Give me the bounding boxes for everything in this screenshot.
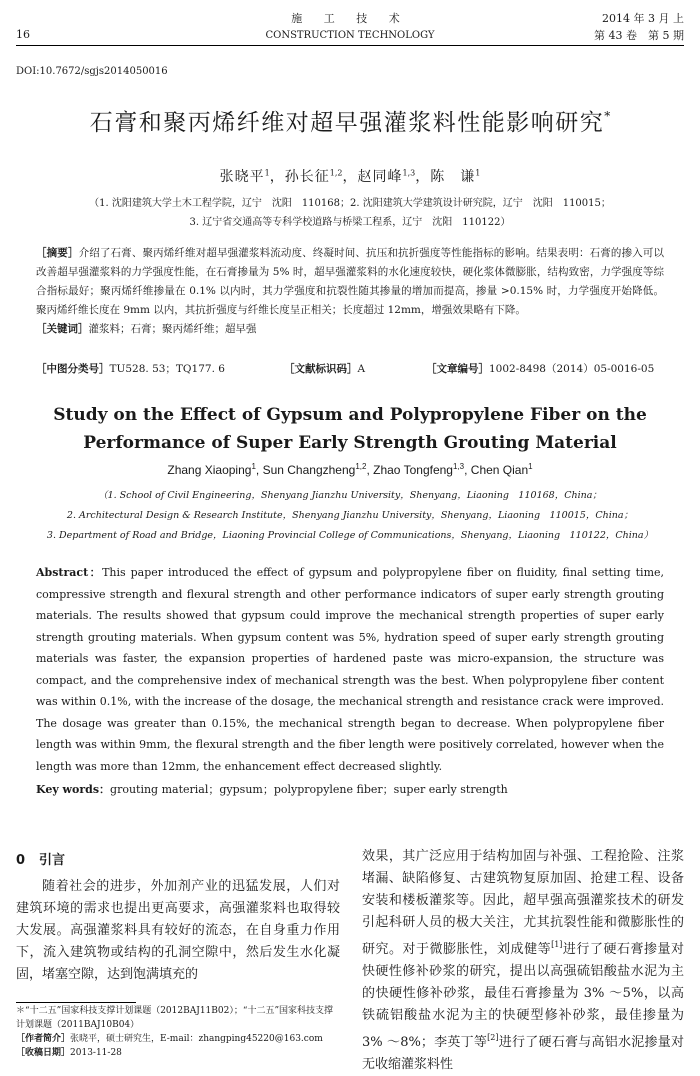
- author-cn: 陈 谦: [430, 169, 476, 185]
- issue-info: [594, 10, 684, 44]
- abstract-en: Abstract：This paper introduced the effect of gypsum and polypropylene fiber on fluidity, final setting time, compressive strength and flexural strength and other performance indicators of super early strength grouting materials. The results showed that gypsum could improve the mechanical strength properties of super early strength grouting materials. When gypsum content was 5%, hydration speed of super early strength grouting materials was faster, the expansion properties of hardened paste was micro-expansion, the structure was compact, and the comprehensive index of mechanical strength was the best. When polypropylene fiber content was within 0.1%, with the increase of the dosage, the mechanical strength and resistance crack were improved. The dosage was greater than 0.15%, the mechanical strength began to decrease. When polypropylene fiber length was within 9mm, the flexural strength and the fiber length were positively correlated, however when the length was more than 12mm, the enhancement effect decreased slightly. Key words：grouting material；gypsum；polypropylene fiber；super early strength: [36, 566, 664, 796]
- affiliations-en: [36, 486, 664, 546]
- affiliation-cn-line: 3. 辽宁省交通高等专科学校道路与桥梁工程系，辽宁 沈阳 110122）: [189, 217, 511, 228]
- title-en-line: Study on the Effect of Gypsum and Polypropylene Fiber on the: [53, 405, 647, 425]
- volume-issue: 第 43 卷 第 5 期: [594, 29, 684, 42]
- author-cn: 孙长征: [284, 169, 330, 185]
- affiliation-en-line: 2. Architectural Design & Research Institute，Shenyang Jianzhu University，Shenyang，Liaoning 110015，China；: [66, 510, 634, 521]
- page-number: 16: [16, 28, 30, 41]
- issue-date: 2014 年 3 月 上: [602, 12, 684, 25]
- abstract-cn-label: ［摘要］: [36, 247, 79, 259]
- title-cn-text: 石膏和聚丙烯纤维对超早强灌浆料性能影响研究: [89, 110, 605, 136]
- author-en: Chen Qian: [470, 463, 529, 477]
- citation-ref[interactable]: [1]: [551, 940, 563, 949]
- clc-number: ［中图分类号］TU528. 53；TQ177. 6: [36, 363, 225, 375]
- author-sup: 1,3: [402, 168, 416, 178]
- author-cn: 张晓平: [219, 169, 265, 185]
- authors-en: Zhang Xiaoping$^1$, Sun Changzheng$^{1,2}$, Zhao Tongfeng$^{1,3}$, Chen Qian$^1$: [167, 462, 533, 477]
- journal-name-cn: 施 工 技 术: [291, 12, 409, 25]
- header-rule: [16, 45, 684, 46]
- funding-note: ＊“十二五”国家科技支撑计划课题（2012BAJ11B02）；“十二五”国家科技支撑计划课题（2011BAJ10B04）: [16, 1006, 334, 1030]
- author-bio: ［作者简介］张晓平，硕士研究生，E-mail：zhangping45220@163.com: [16, 1034, 323, 1044]
- section-number: 0: [16, 853, 26, 868]
- affiliation-en-line: （1. School of Civil Engineering，Shenyang Jianzhu University，Shenyang，Liaoning 110168，China；: [98, 490, 602, 501]
- title-footnote-mark[interactable]: *: [604, 109, 611, 123]
- authors-cn: 张晓平$^1$，孙长征$^{1,2}$，赵同峰$^{1,3}$，陈 谦$^1$: [219, 168, 481, 185]
- doi[interactable]: DOI:10.7672/sgjs2014050016: [16, 66, 168, 77]
- title-cn: [0, 104, 700, 137]
- keywords-en-text: grouting material；gypsum；polypropylene fiber；super early strength: [110, 783, 508, 796]
- footnote-rule: [16, 1002, 136, 1003]
- section-title: 引言: [39, 853, 66, 868]
- author-sup: 1: [475, 168, 481, 178]
- citation-ref[interactable]: [2]: [487, 1033, 499, 1042]
- author-en: Sun Changzheng: [262, 463, 356, 477]
- affiliation-en-line: 3. Department of Road and Bridge，Liaoning Provincial College of Communications，Shenyang，Liaoning 110122，China）: [46, 530, 654, 541]
- received-date: ［收稿日期］2013-11-28: [16, 1048, 122, 1058]
- affiliations-cn: [30, 194, 670, 232]
- title-en: [0, 401, 700, 457]
- abstract-cn-text: 介绍了石膏、聚丙烯纤维对超早强灌浆料流动度、终凝时间、抗压和抗折强度等性能指标的影响。结果表明：石膏的掺入可以改善超早强灌浆料的力学强度性能，在石膏掺量为 5% 时，超早强灌浆料的水化速度较快，硬化浆体微膨胀，结构致密，力学强度等综合指标最好；聚丙烯纤维掺量在 0.1% 以内时，其力学强度和抗裂性随其掺量的增加而提高，掺量 >0.15% 时，力学强度开始降低。聚丙烯纤维长度在 9mm 以内，其抗折强度与纤维长度呈正相关；长度超过 12mm，增强效果略有下降。: [36, 247, 665, 316]
- affiliation-cn-line: （1. 沈阳建筑大学土木工程学院，辽宁 沈阳 110168；2. 沈阳建筑大学建筑设计研究院，辽宁 沈阳 110015；: [89, 198, 611, 209]
- article-number: ［文章编号］1002-8498（2014）05-0016-05: [426, 363, 655, 375]
- keywords-cn-label: ［关键词］: [36, 323, 89, 335]
- abstract-en-text: This paper introduced the effect of gypsum and polypropylene fiber on fluidity, final setting time, compressive strength and flexural strength and other performance indicators of super early strength grouting materials. The results showed that gypsum could improve the mechanical strength properties of super early strength grouting materials. When gypsum content was 5%, hydration speed of super early strength grouting materials was faster, the expansion properties of hardened paste was micro-expansion, the structure was compact, and the comprehensive index of mechanical strength was the best. When polypropylene fiber content was within 0.1%, with the increase of the dosage, the mechanical strength and resistance crack were improved. The dosage was greater than 0.15%, the mechanical strength began to decrease. When polypropylene fiber length was within 9mm, the flexural strength and the fiber length were positively correlated, however when the length was more than 12mm, the enhancement effect decreased slightly.: [36, 566, 664, 773]
- author-en: Zhao Tongfeng: [373, 463, 453, 477]
- author-sup: 1,3: [452, 462, 465, 471]
- title-en-line: Performance of Super Early Strength Grouting Material: [83, 433, 617, 453]
- author-en: Zhang Xiaoping: [167, 463, 252, 477]
- author-sup: 1: [528, 462, 533, 471]
- body-right-column: [362, 846, 684, 1076]
- author-sup: 1,2: [355, 462, 367, 471]
- keywords-cn-text: 灌浆料；石膏；聚丙烯纤维；超早强: [88, 323, 257, 335]
- journal-name-en: CONSTRUCTION TECHNOLOGY: [265, 30, 435, 41]
- footnotes: [16, 1004, 340, 1060]
- author-sup: 1,2: [329, 168, 343, 178]
- section-heading: [16, 850, 340, 872]
- keywords-en-label: Key words: [36, 783, 100, 796]
- body-paragraph: 效果，其广泛应用于结构加固与补强、工程抢险、注浆堵漏、缺陷修复、古建筑物复原加固、抢建工程、设备安装和楼板灌浆等。因此，超早强高强灌浆技术的研发引起科研人员的极大关注，尤其抗裂性能和微膨胀性的研究。对于微膨胀性，刘成健等[1]进行了硬石膏掺量对快硬性修补砂浆的研究，提出以高强硫铝酸盐水泥为主的快硬性修补砂浆，最佳石膏掺量为 3% ～5%，以高铁硫铝酸盐水泥为主的快硬型修补砂浆，最佳掺量为 3% ～8%；李英丁等[2]进行了硬石膏与高铝水泥掺量对无收缩灌浆料性: [362, 849, 684, 1072]
- abstract-en-label: Abstract: [36, 566, 89, 579]
- body-paragraph: 随着社会的进步，外加剂产业的迅猛发展，人们对建筑环境的需求也提出更高要求，高强灌浆料也取得较大发展。高强灌浆料具有较好的流态，在自身重力作用下，流入建筑物或结构的孔洞空隙中，然后发生水化凝固，堵塞空隙，达到饱满填充的: [16, 879, 340, 982]
- document-code: ［文献标识码］A: [284, 363, 366, 375]
- author-cn: 赵同峰: [357, 169, 403, 185]
- author-sup: 1: [251, 462, 256, 471]
- body-left-column: [16, 850, 340, 986]
- author-sup: 1: [264, 168, 270, 178]
- abstract-cn: [36, 244, 664, 339]
